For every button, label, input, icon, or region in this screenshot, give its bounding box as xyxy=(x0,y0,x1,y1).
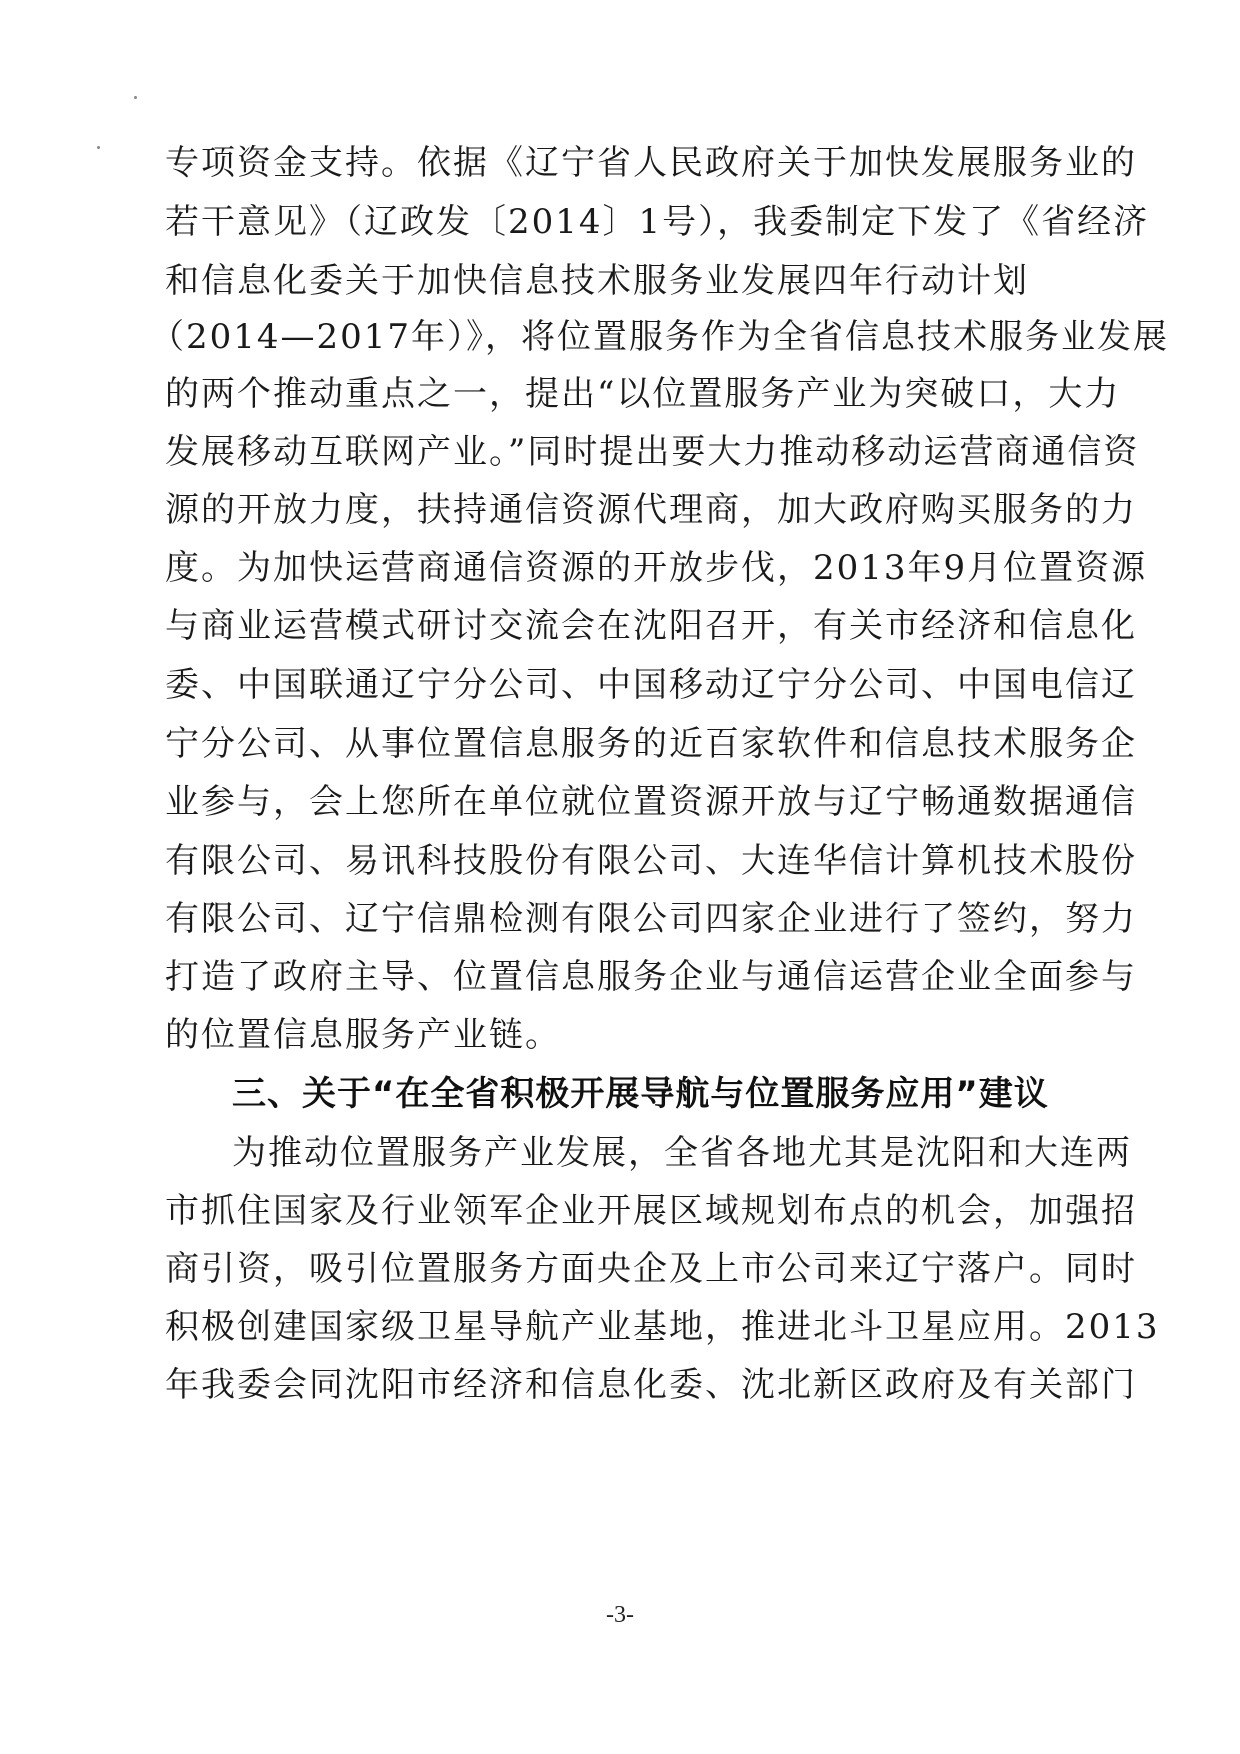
section-text-line: 年我委会同沈阳市经济和信息化委、沈北新区政府及有关部门 xyxy=(165,1365,1137,1405)
body-text-line: 的两个推动重点之一，提出“以位置服务产业为突破口，大力 xyxy=(165,374,1121,414)
section-heading: 三、关于“在全省积极开展导航与位置服务应用”建议 xyxy=(232,1074,1049,1114)
body-text-line: 发展移动互联网产业。”同时提出要大力推动移动运营商通信资 xyxy=(165,432,1140,472)
body-text-line: 若干意见》（辽政发〔2014〕1号），我委制定下发了《省经济 xyxy=(165,202,1150,242)
section-text-line: 积极创建国家级卫星导航产业基地，推进北斗卫星应用。2013 xyxy=(165,1307,1160,1347)
section-text-line: 商引资，吸引位置服务方面央企及上市公司来辽宁落户。同时 xyxy=(165,1249,1137,1289)
body-text-line: 源的开放力度，扶持通信资源代理商，加大政府购买服务的力 xyxy=(165,490,1137,530)
body-text-line: 度。为加快运营商通信资源的开放步伐，2013年9月位置资源 xyxy=(165,548,1148,588)
page-number: -3- xyxy=(606,1602,634,1628)
body-text-line: 业参与，会上您所在单位就位置资源开放与辽宁畅通数据通信 xyxy=(165,782,1137,822)
body-text-line: 的位置信息服务产业链。 xyxy=(165,1015,561,1055)
body-text-line: 委、中国联通辽宁分公司、中国移动辽宁分公司、中国电信辽 xyxy=(165,665,1137,705)
body-text-line: 与商业运营模式研讨交流会在沈阳召开，有关市经济和信息化 xyxy=(165,606,1137,646)
scan-speck xyxy=(97,146,100,149)
section-text-line: 为推动位置服务产业发展，全省各地尤其是沈阳和大连两 xyxy=(232,1133,1132,1173)
body-text-line: 有限公司、辽宁信鼎检测有限公司四家企业进行了签约，努力 xyxy=(165,899,1137,939)
body-text-line: 和信息化委关于加快信息技术服务业发展四年行动计划 xyxy=(165,261,1029,301)
section-text-line: 市抓住国家及行业领军企业开展区域规划布点的机会，加强招 xyxy=(165,1191,1137,1231)
body-text-line: 打造了政府主导、位置信息服务企业与通信运营企业全面参与 xyxy=(165,957,1137,997)
body-text-line: （2014—2017年）》，将位置服务作为全省信息技术服务业发展 xyxy=(150,317,1170,357)
body-text-line: 有限公司、易讯科技股份有限公司、大连华信计算机技术股份 xyxy=(165,841,1137,881)
body-text-line: 宁分公司、从事位置信息服务的近百家软件和信息技术服务企 xyxy=(165,724,1137,764)
body-text-line: 专项资金支持。依据《辽宁省人民政府关于加快发展服务业的 xyxy=(165,143,1137,183)
scan-speck xyxy=(134,96,137,99)
